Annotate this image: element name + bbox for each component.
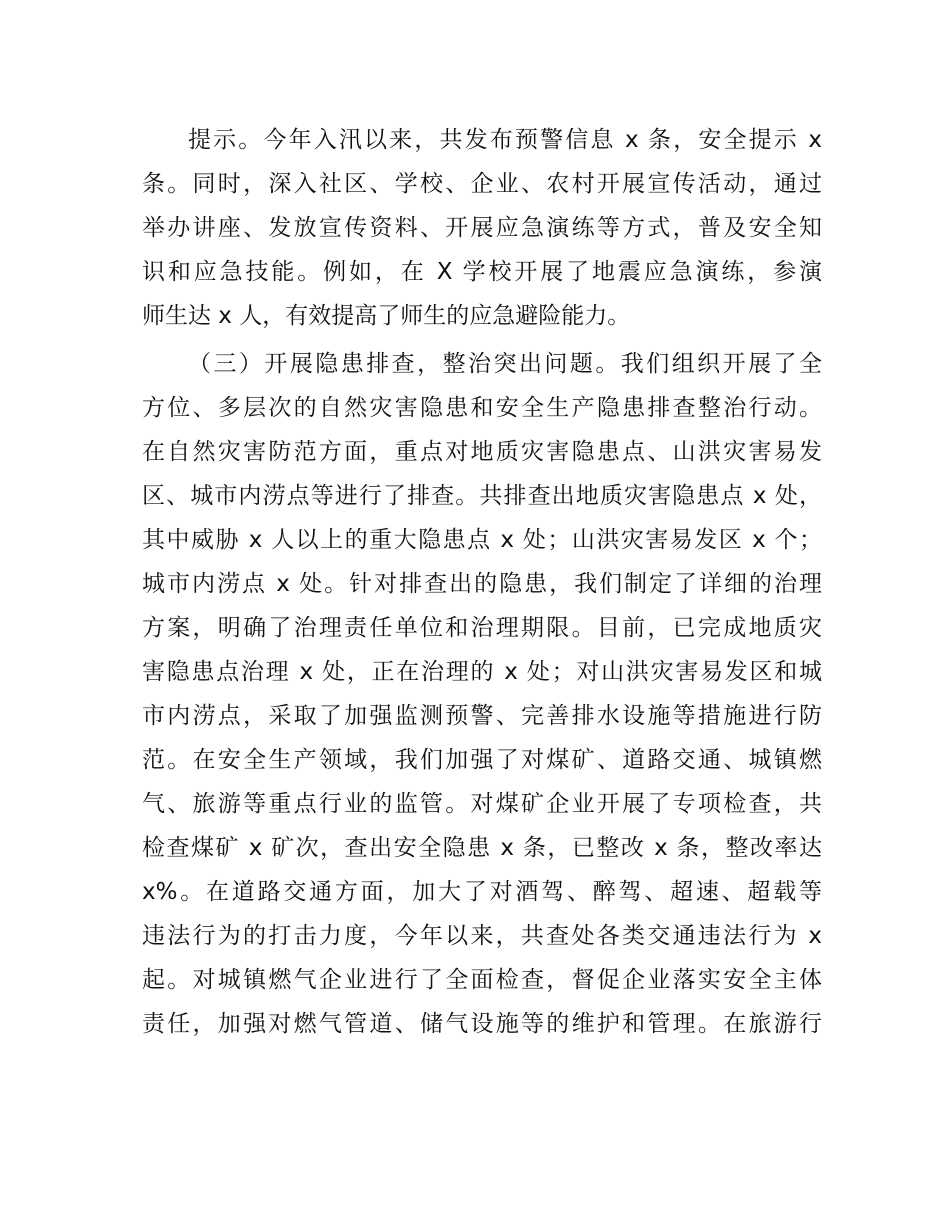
text-line: 方位、多层次的自然灾害隐患和安全生产隐患排查整治行动。: [142, 395, 822, 421]
text-line: 识和应急技能。例如，在 X 学校开展了地震应急演练，参演: [142, 259, 822, 285]
text-line: 城市内涝点 x 处。针对排查出的隐患，我们制定了详细的治理: [142, 571, 822, 597]
paragraph-2: [142, 342, 822, 1046]
text-line: 起。对城镇燃气企业进行了全面检查，督促企业落实安全主体: [142, 967, 822, 993]
text-line: 在自然灾害防范方面，重点对地质灾害隐患点、山洪灾害易发: [142, 439, 822, 465]
text-line: x%。在道路交通方面，加大了对酒驾、醉驾、超速、超载等: [142, 879, 822, 905]
text-line: 举办讲座、发放宣传资料、开展应急演练等方式，普及安全知: [142, 215, 822, 241]
text-line: 责任，加强对燃气管道、储气设施等的维护和管理。在旅游行: [142, 1011, 822, 1037]
text-line: 条。同时，深入社区、学校、企业、农村开展宣传活动，通过: [142, 171, 822, 197]
text-line: 违法行为的打击力度，今年以来，共查处各类交通违法行为 x: [142, 923, 822, 949]
text-line: 范。在安全生产领域，我们加强了对煤矿、道路交通、城镇燃: [142, 747, 822, 773]
text-line: 害隐患点治理 x 处，正在治理的 x 处；对山洪灾害易发区和城: [142, 659, 822, 685]
text-line: 其中威胁 x 人以上的重大隐患点 x 处；山洪灾害易发区 x 个；: [142, 527, 822, 553]
text-line: 区、城市内涝点等进行了排查。共排查出地质灾害隐患点 x 处，: [142, 483, 822, 509]
paragraph-1: [142, 118, 822, 338]
text-line: 检查煤矿 x 矿次，查出安全隐患 x 条，已整改 x 条，整改率达: [142, 835, 822, 861]
text-line: 方案，明确了治理责任单位和治理期限。目前，已完成地质灾: [142, 615, 822, 641]
text-line: 提示。今年入汛以来，共发布预警信息 x 条，安全提示 x: [188, 127, 822, 153]
text-line: 师生达 x 人，有效提高了师生的应急避险能力。: [142, 303, 631, 329]
text-line: 市内涝点，采取了加强监测预警、完善排水设施等措施进行防: [142, 703, 822, 729]
text-line: 气、旅游等重点行业的监管。对煤矿企业开展了专项检查，共: [142, 791, 822, 817]
section-heading-line: （三）开展隐患排查，整治突出问题。我们组织开展了全: [188, 351, 822, 377]
